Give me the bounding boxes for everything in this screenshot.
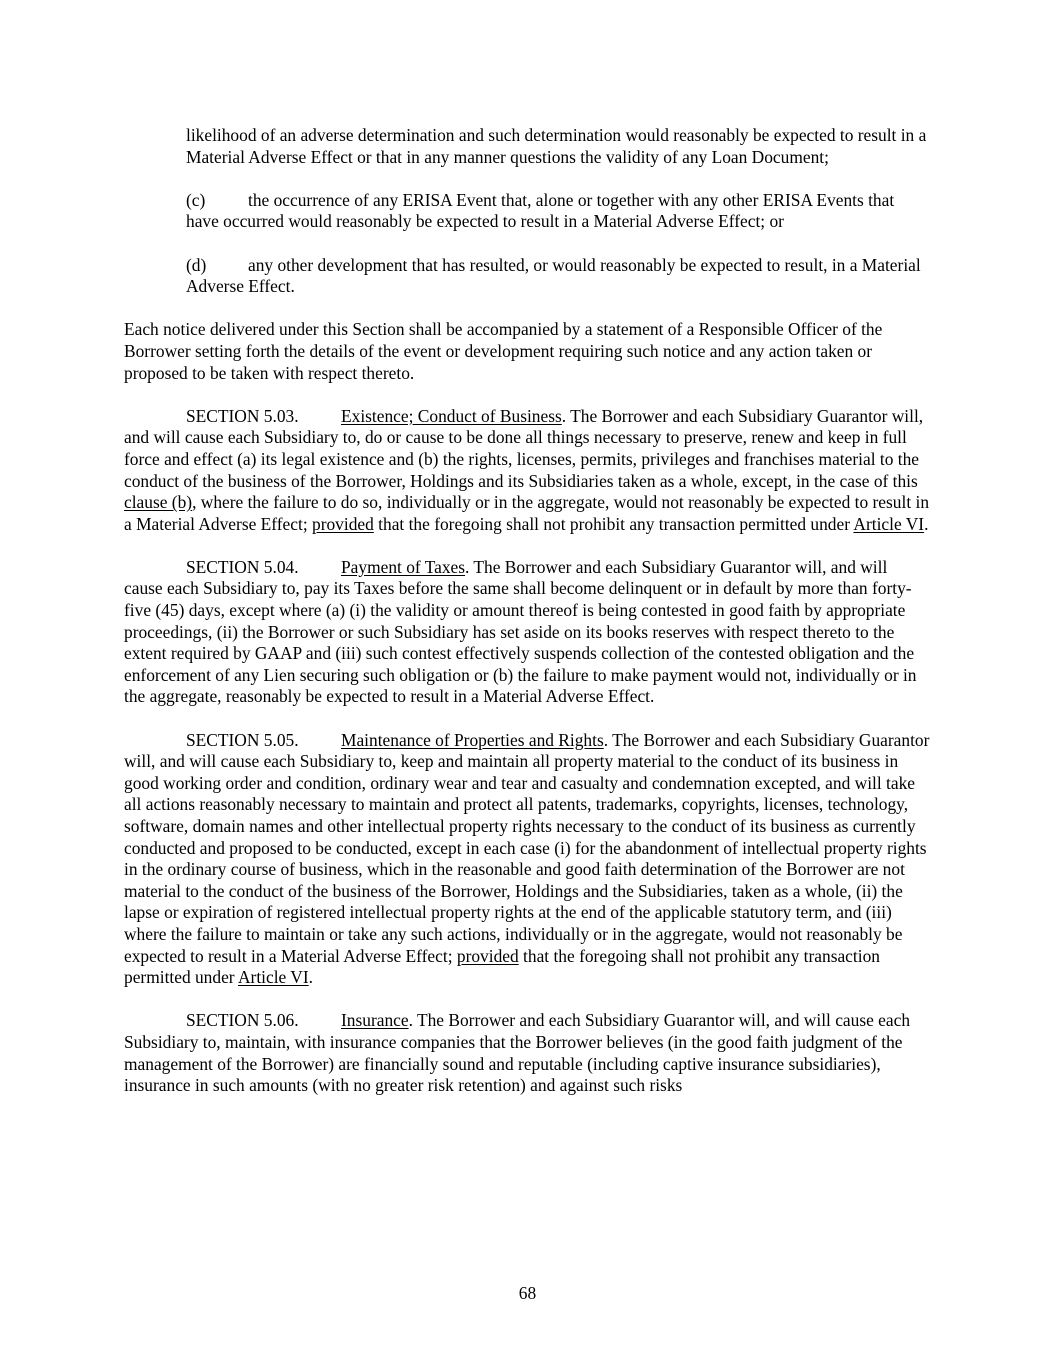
list-item-text: any other development that has resulted, or would reasonably be expected to result, in a Material Adverse Effect. (186, 254, 921, 297)
provided-term: provided (456, 945, 519, 966)
section-5-03: SECTION 5.03. Existence; Conduct of Business. The Borrower and each Subsidiary Guarantor will, and will cause each Subsidiary to, do or cause to be done all things necessary to preserve, renew and keep in full force and effect (a) its legal existence and (b) the rights, licenses, permits, privileges and franchises material to the conduct of the business of the Borrower, Holdings and its Subsidiaries taken as a whole, except, in the case of this clause (b), where the failure to do so, individually or in the aggregate, would not reasonably be expected to result in a Material Adverse Effect; provided that the foregoing shall not prohibit any transaction permitted under Article VI. (124, 405, 930, 534)
section-5-06: SECTION 5.06. Insurance. The Borrower and each Subsidiary Guarantor will, and will cause each Subsidiary to, maintain, with insurance companies that the Borrower believes (in the good faith judgment of the management of the Borrower) are financially sound and reputable (including captive insurance subsidiaries), insurance in such amounts (with no greater risk retention) and against such risks (124, 1010, 911, 1096)
section-number: SECTION 5.06. (186, 1010, 299, 1031)
section-number: SECTION 5.03. (186, 405, 299, 426)
section-number: SECTION 5.05. (186, 729, 299, 750)
list-item-text: the occurrence of any ERISA Event that, alone or together with any other ERISA Events that have occurred would reasonably be expected to result in a Material Adverse Effect; or (186, 189, 895, 232)
article-reference: Article VI (853, 513, 925, 534)
section-number: SECTION 5.04. (186, 556, 299, 577)
continuation-paragraph: likelihood of an adverse determination and such determination would reasonably be expected to result in a Material Adverse Effect or that in any manner questions the validity of any Loan Document; (186, 125, 927, 167)
section-title: Payment of Taxes (341, 556, 466, 577)
clause-reference: clause (b) (124, 492, 193, 513)
article-reference: Article VI (237, 967, 309, 988)
section-title: Maintenance of Properties and Rights (341, 729, 604, 750)
section-title: Existence; Conduct of Business (341, 405, 562, 426)
provided-term: provided (312, 513, 374, 534)
document-page (124, 125, 930, 1097)
section-title: Insurance (341, 1010, 409, 1031)
list-item-d (186, 255, 930, 298)
section-5-05: SECTION 5.05. Maintenance of Properties and Rights. The Borrower and each Subsidiary Guarantor will, and will cause each Subsidiary to, keep and maintain all property material to the conduct of its business in good working order and condition, ordinary wear and tear and casualty and condemnation excepted, and will take all actions reasonably necessary to maintain and protect all patents, trademarks, copyrights, licenses, technology, software, domain names and other intellectual property rights necessary to the conduct of its business as currently conducted and proposed to be conducted, except in each case (i) for the abandonment of intellectual property rights in the ordinary course of business, which in the reasonable and good faith determination of the Borrower are not material to the conduct of the business of the Borrower, Holdings and the Subsidiaries, taken as a whole, (ii) the lapse or expiration of registered intellectual property rights at the end of the applicable statutory term, and (iii) where the failure to maintain or take any such actions, individually or in the aggregate, would not reasonably be expected to result in a Material Adverse Effect; provided that the foregoing shall not prohibit any transaction permitted under Article VI. (124, 729, 930, 988)
list-item-number: (c) (186, 189, 206, 210)
section-5-04: SECTION 5.04. Payment of Taxes. The Borrower and each Subsidiary Guarantor will, and will cause each Subsidiary to, pay its Taxes before the same shall become delinquent or in default by more than forty-five (45) days, except where (a) (i) the validity or amount thereof is being contested in good faith by appropriate proceedings, (ii) the Borrower or such Subsidiary has set aside on its books reserves with respect thereto to the extent required by GAAP and (iii) such contest effectively suspends collection of the contested obligation and the enforcement of any Lien securing such obligation or (b) the failure to make payment would not, individually or in the aggregate, reasonably be expected to result in a Material Adverse Effect. (124, 556, 917, 707)
page-number: 68 (518, 1283, 537, 1303)
notice-paragraph: Each notice delivered under this Section shall be accompanied by a statement of a Responsible Officer of the Borrower setting forth the details of the event or development requiring such notice and any action taken or proposed to be taken with respect thereto. (124, 319, 883, 383)
list-item-number: (d) (186, 254, 207, 275)
list-item-c (186, 190, 930, 233)
